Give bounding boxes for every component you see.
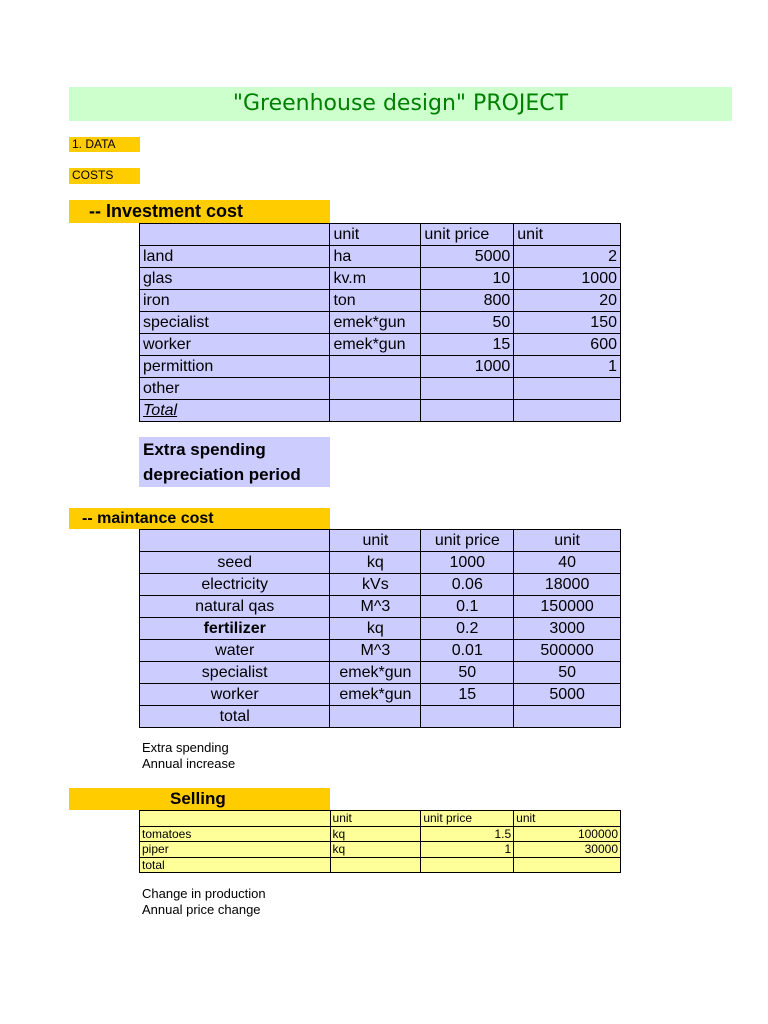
quantity-cell: 2 [514, 246, 621, 268]
depreciation-period-label: depreciation period [143, 465, 301, 484]
empty-cell [514, 400, 621, 422]
table-row [140, 662, 621, 684]
header-cell: unit price [421, 811, 514, 827]
item-cell: iron [140, 290, 330, 312]
header-cell: unit [514, 224, 621, 246]
unit-cell: M^3 [330, 596, 421, 618]
table-row [140, 246, 621, 268]
price-cell: 1.5 [421, 826, 514, 842]
unit-cell: kVs [330, 574, 421, 596]
header-cell: unit price [421, 224, 514, 246]
costs-tag: COSTS [69, 168, 140, 184]
extra-spending-box [139, 437, 330, 487]
annual-increase-note: Annual increase [142, 756, 236, 771]
empty-cell [421, 706, 514, 728]
item-cell: tomatoes [140, 826, 331, 842]
quantity-cell: 20 [514, 290, 621, 312]
item-cell: water [140, 640, 330, 662]
price-cell: 1000 [421, 552, 514, 574]
selling-table [139, 810, 621, 873]
price-cell: 5000 [421, 246, 514, 268]
table-row [140, 290, 621, 312]
unit-cell [330, 356, 421, 378]
header-cell: unit [514, 530, 621, 552]
table-row [140, 684, 621, 706]
price-cell: 800 [421, 290, 514, 312]
unit-cell: emek*gun [330, 662, 421, 684]
table-row [140, 552, 621, 574]
empty-cell [330, 400, 421, 422]
price-cell: 0.01 [421, 640, 514, 662]
price-cell: 0.1 [421, 596, 514, 618]
page-title: "Greenhouse design" PROJECT [69, 87, 732, 121]
header-cell: unit price [421, 530, 514, 552]
price-cell: 15 [421, 334, 514, 356]
price-cell: 0.06 [421, 574, 514, 596]
item-cell: natural qas [140, 596, 330, 618]
extra-spending-note: Extra spending [142, 740, 229, 755]
item-cell: seed [140, 552, 330, 574]
change-in-production-note: Change in production [142, 886, 266, 901]
table-row [140, 842, 621, 858]
table-row [140, 268, 621, 290]
unit-cell: ha [330, 246, 421, 268]
data-tag: 1. DATA [69, 137, 140, 152]
annual-price-change-note: Annual price change [142, 902, 261, 917]
item-cell: fertilizer [140, 618, 330, 640]
total-row [140, 857, 621, 873]
price-cell: 1 [421, 842, 514, 858]
item-cell: other [140, 378, 330, 400]
table-header-row [140, 811, 621, 827]
header-cell [140, 224, 330, 246]
item-cell: worker [140, 334, 330, 356]
price-cell: 10 [421, 268, 514, 290]
table-header-row [140, 530, 621, 552]
unit-cell: kq [330, 826, 421, 842]
quantity-cell: 150000 [514, 596, 621, 618]
unit-cell: kq [330, 842, 421, 858]
price-cell: 0.2 [421, 618, 514, 640]
item-cell: glas [140, 268, 330, 290]
maintenance-table [139, 529, 621, 728]
table-row [140, 618, 621, 640]
price-cell: 15 [421, 684, 514, 706]
quantity-cell: 30000 [514, 842, 621, 858]
item-cell: electricity [140, 574, 330, 596]
quantity-cell: 1 [514, 356, 621, 378]
empty-cell [514, 706, 621, 728]
unit-cell: emek*gun [330, 312, 421, 334]
item-cell: land [140, 246, 330, 268]
quantity-cell: 5000 [514, 684, 621, 706]
table-row [140, 640, 621, 662]
selling-heading: Selling [69, 788, 330, 810]
empty-cell [514, 857, 621, 873]
table-row [140, 378, 621, 400]
table-row [140, 596, 621, 618]
total-row [140, 706, 621, 728]
total-label: total [140, 706, 330, 728]
table-row [140, 574, 621, 596]
price-cell: 50 [421, 312, 514, 334]
table-row [140, 334, 621, 356]
price-cell: 50 [421, 662, 514, 684]
item-cell: specialist [140, 662, 330, 684]
total-label: Total [140, 400, 330, 422]
header-cell [140, 530, 330, 552]
investment-table [139, 223, 621, 422]
quantity-cell: 600 [514, 334, 621, 356]
unit-cell: ton [330, 290, 421, 312]
table-row [140, 356, 621, 378]
quantity-cell [514, 378, 621, 400]
total-label: total [140, 857, 331, 873]
empty-cell [330, 706, 421, 728]
quantity-cell: 50 [514, 662, 621, 684]
unit-cell: kv.m [330, 268, 421, 290]
table-header-row [140, 224, 621, 246]
quantity-cell: 3000 [514, 618, 621, 640]
unit-cell [330, 378, 421, 400]
unit-cell: emek*gun [330, 684, 421, 706]
maintenance-heading: -- maintance cost [69, 508, 330, 529]
price-cell: 1000 [421, 356, 514, 378]
item-cell: permittion [140, 356, 330, 378]
item-cell: worker [140, 684, 330, 706]
table-row [140, 826, 621, 842]
unit-cell: kq [330, 552, 421, 574]
quantity-cell: 100000 [514, 826, 621, 842]
quantity-cell: 18000 [514, 574, 621, 596]
quantity-cell: 40 [514, 552, 621, 574]
extra-spending-label: Extra spending [143, 440, 266, 459]
item-cell: specialist [140, 312, 330, 334]
quantity-cell: 150 [514, 312, 621, 334]
quantity-cell: 500000 [514, 640, 621, 662]
header-cell: unit [330, 811, 421, 827]
maintenance-notes [142, 740, 235, 772]
investment-heading: -- Investment cost [69, 200, 330, 223]
empty-cell [330, 857, 421, 873]
price-cell [421, 378, 514, 400]
table-row [140, 312, 621, 334]
quantity-cell: 1000 [514, 268, 621, 290]
item-cell: piper [140, 842, 331, 858]
header-cell: unit [330, 224, 421, 246]
selling-notes [142, 886, 266, 918]
unit-cell: kq [330, 618, 421, 640]
unit-cell: M^3 [330, 640, 421, 662]
empty-cell [421, 400, 514, 422]
header-cell [140, 811, 331, 827]
header-cell: unit [330, 530, 421, 552]
empty-cell [421, 857, 514, 873]
total-row [140, 400, 621, 422]
header-cell: unit [514, 811, 621, 827]
unit-cell: emek*gun [330, 334, 421, 356]
